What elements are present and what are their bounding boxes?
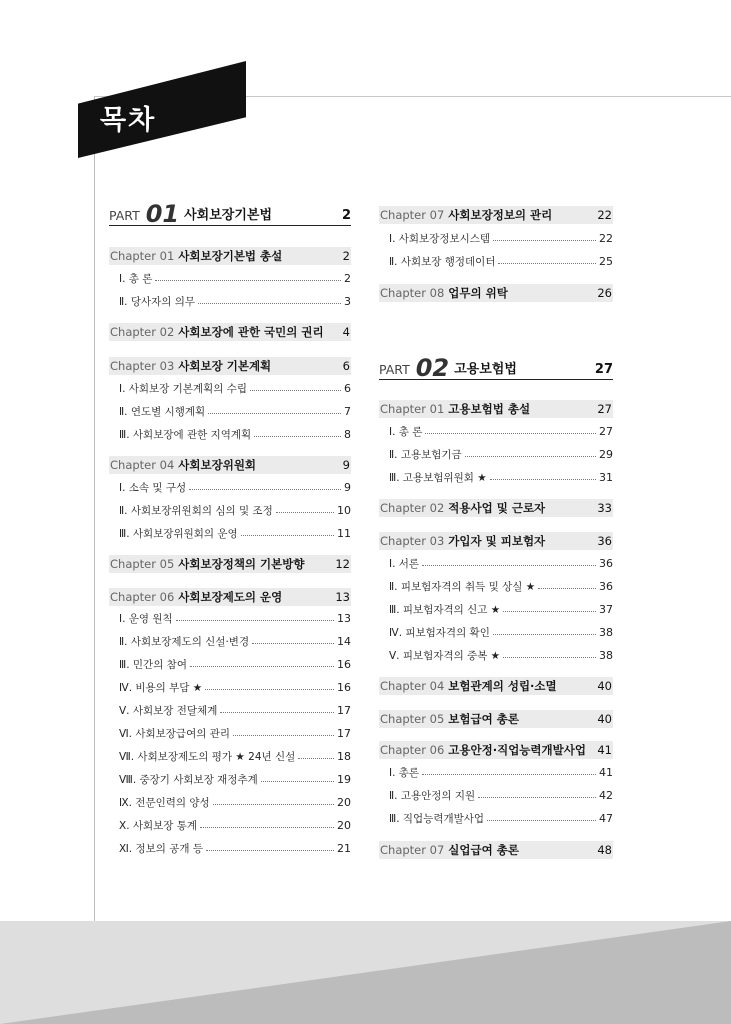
dot-leader	[206, 850, 334, 851]
section-page-number: 27	[599, 424, 613, 438]
section-title: Ⅱ. 피보험자격의 취득 및 상실 ★	[389, 580, 536, 593]
chapter-label: Chapter 04	[380, 679, 445, 693]
section-page-number: 29	[599, 447, 613, 461]
chapter-row[interactable]	[379, 741, 613, 759]
section-title: Ⅺ. 정보의 공개 등	[119, 842, 204, 855]
section-row[interactable]	[119, 633, 351, 649]
chapter-row[interactable]	[109, 357, 351, 375]
dot-leader	[205, 689, 334, 690]
chapter-title: 보험급여 총론	[448, 712, 519, 726]
dot-leader	[190, 666, 334, 667]
chapter-page-number: 48	[597, 843, 612, 857]
chapter-title: 고용보험법 총설	[448, 402, 531, 416]
chapter-title: 사회보장정책의 기본방향	[178, 557, 305, 571]
chapter-row[interactable]	[109, 456, 351, 474]
chapter-label: Chapter 05	[110, 557, 175, 571]
section-row[interactable]	[389, 555, 613, 571]
section-page-number: 31	[599, 470, 613, 484]
part-heading	[109, 200, 351, 228]
section-page-number: 10	[337, 503, 351, 517]
dot-leader	[465, 456, 596, 457]
chapter-title: 가입자 및 피보험자	[448, 534, 546, 548]
section-page-number: 22	[599, 231, 613, 245]
chapter-label: Chapter 01	[380, 402, 445, 416]
dot-leader	[155, 280, 341, 281]
section-title: Ⅱ. 고용안정의 지원	[389, 789, 476, 802]
section-title: Ⅰ. 운영 원칙	[119, 612, 173, 625]
part-label: PART	[379, 362, 410, 377]
dot-leader	[490, 479, 596, 480]
chapter-title: 실업급여 총론	[448, 843, 519, 857]
section-row[interactable]	[119, 748, 351, 764]
section-title: Ⅰ. 사회보장정보시스템	[389, 232, 491, 245]
section-title: Ⅲ. 직업능력개발사업	[389, 812, 485, 825]
section-row[interactable]	[389, 647, 613, 663]
section-row[interactable]	[389, 601, 613, 617]
section-title: Ⅱ. 당사자의 의무	[119, 295, 196, 308]
section-title: Ⅱ. 사회보장 행정데이터	[389, 255, 496, 268]
chapter-label: Chapter 04	[110, 458, 175, 472]
chapter-page-number: 6	[342, 359, 350, 373]
section-page-number: 17	[337, 703, 351, 717]
section-page-number: 42	[599, 788, 613, 802]
section-page-number: 21	[337, 841, 351, 855]
chapter-row[interactable]	[379, 499, 613, 517]
dot-leader	[241, 535, 334, 536]
part-label: PART	[109, 208, 140, 223]
section-row[interactable]	[119, 702, 351, 718]
section-row[interactable]	[119, 725, 351, 741]
section-row[interactable]	[389, 764, 613, 780]
left-margin-rule	[94, 96, 95, 922]
section-row[interactable]	[119, 270, 351, 286]
section-row[interactable]	[119, 502, 351, 518]
dot-leader	[250, 390, 341, 391]
chapter-page-number: 26	[597, 286, 612, 300]
chapter-label: Chapter 02	[380, 501, 445, 515]
section-row[interactable]	[389, 253, 613, 269]
chapter-title: 적용사업 및 근로자	[448, 501, 546, 515]
section-row[interactable]	[119, 380, 351, 396]
chapter-label: Chapter 06	[380, 743, 445, 757]
section-row[interactable]	[389, 230, 613, 246]
chapter-row[interactable]	[379, 284, 613, 302]
page-title: 목차	[100, 105, 157, 136]
section-row[interactable]	[119, 403, 351, 419]
chapter-page-number: 22	[597, 208, 612, 222]
chapter-page-number: 12	[335, 557, 350, 571]
section-page-number: 7	[344, 404, 351, 418]
part-page-number: 27	[594, 362, 613, 377]
section-page-number: 18	[337, 749, 351, 763]
section-title: Ⅸ. 전문인력의 양성	[119, 796, 210, 809]
part-number: 01	[145, 200, 180, 228]
section-page-number: 20	[337, 818, 351, 832]
part-number: 02	[415, 354, 450, 382]
section-row[interactable]	[389, 469, 613, 485]
section-title: Ⅵ. 사회보장급여의 관리	[119, 727, 230, 740]
chapter-label: Chapter 03	[110, 359, 175, 373]
dot-leader	[493, 240, 596, 241]
section-page-number: 36	[599, 579, 613, 593]
section-row[interactable]	[389, 787, 613, 803]
section-page-number: 14	[337, 634, 351, 648]
section-row[interactable]	[389, 446, 613, 462]
section-title: Ⅲ. 민간의 참여	[119, 658, 187, 671]
section-row[interactable]	[119, 610, 351, 626]
section-page-number: 8	[344, 427, 351, 441]
section-row[interactable]	[389, 423, 613, 439]
section-title: Ⅳ. 비용의 부담 ★	[119, 681, 203, 694]
chapter-title: 사회보장에 관한 국민의 권리	[178, 325, 324, 339]
chapter-label: Chapter 08	[380, 286, 445, 300]
chapter-title: 고용안정·직업능력개발사업	[448, 743, 586, 757]
section-page-number: 16	[337, 657, 351, 671]
section-row[interactable]	[119, 794, 351, 810]
section-row[interactable]	[389, 810, 613, 826]
section-title: Ⅲ. 고용보험위원회 ★	[389, 471, 487, 484]
dot-leader	[503, 611, 596, 612]
section-page-number: 11	[337, 526, 351, 540]
section-row[interactable]	[119, 840, 351, 856]
chapter-title: 사회보장기본법 총설	[178, 249, 283, 263]
chapter-page-number: 41	[597, 743, 612, 757]
chapter-title: 사회보장정보의 관리	[448, 208, 553, 222]
chapter-page-number: 33	[597, 501, 612, 515]
section-title: Ⅴ. 사회보장 전달체계	[119, 704, 218, 717]
section-row[interactable]	[119, 293, 351, 309]
dot-leader	[422, 774, 596, 775]
section-row[interactable]	[119, 479, 351, 495]
chapter-label: Chapter 01	[110, 249, 175, 263]
chapter-title: 사회보장 기본계획	[178, 359, 272, 373]
section-title: Ⅰ. 총 론	[119, 272, 153, 285]
section-page-number: 3	[344, 294, 351, 308]
part-title: 사회보장기본법	[184, 208, 273, 223]
section-page-number: 13	[337, 611, 351, 625]
part-heading	[379, 354, 613, 382]
section-title: Ⅱ. 사회보장제도의 신설·변경	[119, 635, 250, 648]
chapter-page-number: 4	[342, 325, 350, 339]
section-row[interactable]	[119, 426, 351, 442]
dot-leader	[176, 620, 334, 621]
chapter-row[interactable]	[379, 532, 613, 550]
section-page-number: 19	[337, 772, 351, 786]
dot-leader	[189, 489, 341, 490]
chapter-row[interactable]	[109, 555, 351, 573]
section-page-number: 25	[599, 254, 613, 268]
section-page-number: 9	[344, 480, 351, 494]
chapter-title: 업무의 위탁	[448, 286, 508, 300]
chapter-row[interactable]	[109, 323, 351, 341]
chapter-label: Chapter 03	[380, 534, 445, 548]
chapter-title: 사회보장위원회	[178, 458, 257, 472]
section-title: Ⅳ. 피보험자격의 확인	[389, 626, 490, 639]
chapter-label: Chapter 07	[380, 208, 445, 222]
dot-leader	[233, 735, 334, 736]
dot-leader	[252, 643, 334, 644]
section-row[interactable]	[389, 578, 613, 594]
section-row[interactable]	[119, 679, 351, 695]
chapter-title: 보험관계의 성립·소멸	[448, 679, 557, 693]
chapter-row[interactable]	[379, 206, 613, 224]
section-title: Ⅶ. 사회보장제도의 평가 ★ 24년 신설	[119, 750, 296, 763]
chapter-label: Chapter 02	[110, 325, 175, 339]
chapter-label: Chapter 07	[380, 843, 445, 857]
chapter-title: 사회보장제도의 운영	[178, 590, 283, 604]
section-title: Ⅲ. 사회보장에 관한 지역계획	[119, 428, 252, 441]
part-page-number: 2	[341, 208, 351, 223]
dot-leader	[422, 565, 596, 566]
section-row[interactable]	[119, 525, 351, 541]
section-title: Ⅰ. 서론	[389, 557, 420, 570]
dot-leader	[208, 413, 341, 414]
section-page-number: 16	[337, 680, 351, 694]
dot-leader	[425, 433, 596, 434]
dot-leader	[487, 820, 596, 821]
chapter-row[interactable]	[109, 247, 351, 265]
section-title: Ⅴ. 피보험자격의 중복 ★	[389, 649, 501, 662]
section-title: Ⅷ. 중장기 사회보장 재정추계	[119, 773, 258, 786]
chapter-page-number: 36	[597, 534, 612, 548]
dot-leader	[498, 263, 596, 264]
dot-leader	[261, 781, 334, 782]
chapter-label: Chapter 05	[380, 712, 445, 726]
dot-leader	[213, 804, 334, 805]
dot-leader	[298, 758, 334, 759]
dot-leader	[503, 657, 596, 658]
dot-leader	[478, 797, 596, 798]
dot-leader	[538, 588, 596, 589]
section-title: Ⅰ. 총 론	[389, 425, 423, 438]
chapter-label: Chapter 06	[110, 590, 175, 604]
dot-leader	[198, 303, 341, 304]
section-page-number: 37	[599, 602, 613, 616]
section-page-number: 6	[344, 381, 351, 395]
section-title: Ⅲ. 피보험자격의 신고 ★	[389, 603, 501, 616]
section-page-number: 38	[599, 625, 613, 639]
section-row[interactable]	[389, 624, 613, 640]
dot-leader	[493, 634, 596, 635]
dot-leader	[254, 436, 341, 437]
section-page-number: 38	[599, 648, 613, 662]
section-page-number: 20	[337, 795, 351, 809]
dot-leader	[220, 712, 334, 713]
chapter-row[interactable]	[379, 841, 613, 859]
section-title: Ⅱ. 연도별 시행계획	[119, 405, 206, 418]
part-title: 고용보험법	[454, 362, 517, 377]
chapter-page-number: 13	[335, 590, 350, 604]
chapter-row[interactable]	[379, 400, 613, 418]
section-title: Ⅰ. 총론	[389, 766, 420, 779]
section-page-number: 17	[337, 726, 351, 740]
chapter-page-number: 2	[342, 249, 350, 263]
dot-leader	[200, 827, 334, 828]
section-title: Ⅱ. 사회보장위원회의 심의 및 조정	[119, 504, 273, 517]
section-row[interactable]	[119, 656, 351, 672]
chapter-row[interactable]	[379, 677, 613, 695]
section-page-number: 2	[344, 271, 351, 285]
section-page-number: 47	[599, 811, 613, 825]
section-title: Ⅱ. 고용보험기금	[389, 448, 462, 461]
chapter-page-number: 40	[597, 712, 612, 726]
chapter-page-number: 40	[597, 679, 612, 693]
section-page-number: 41	[599, 765, 613, 779]
section-title: Ⅰ. 소속 및 구성	[119, 481, 187, 494]
chapter-row[interactable]	[379, 710, 613, 728]
chapter-page-number: 9	[342, 458, 350, 472]
section-title: Ⅲ. 사회보장위원회의 운영	[119, 527, 238, 540]
section-title: Ⅹ. 사회보장 통계	[119, 819, 198, 832]
section-row[interactable]	[119, 771, 351, 787]
section-page-number: 36	[599, 556, 613, 570]
dot-leader	[276, 512, 334, 513]
chapter-row[interactable]	[109, 588, 351, 606]
section-row[interactable]	[119, 817, 351, 833]
section-title: Ⅰ. 사회보장 기본계획의 수립	[119, 382, 248, 395]
chapter-page-number: 27	[597, 402, 612, 416]
